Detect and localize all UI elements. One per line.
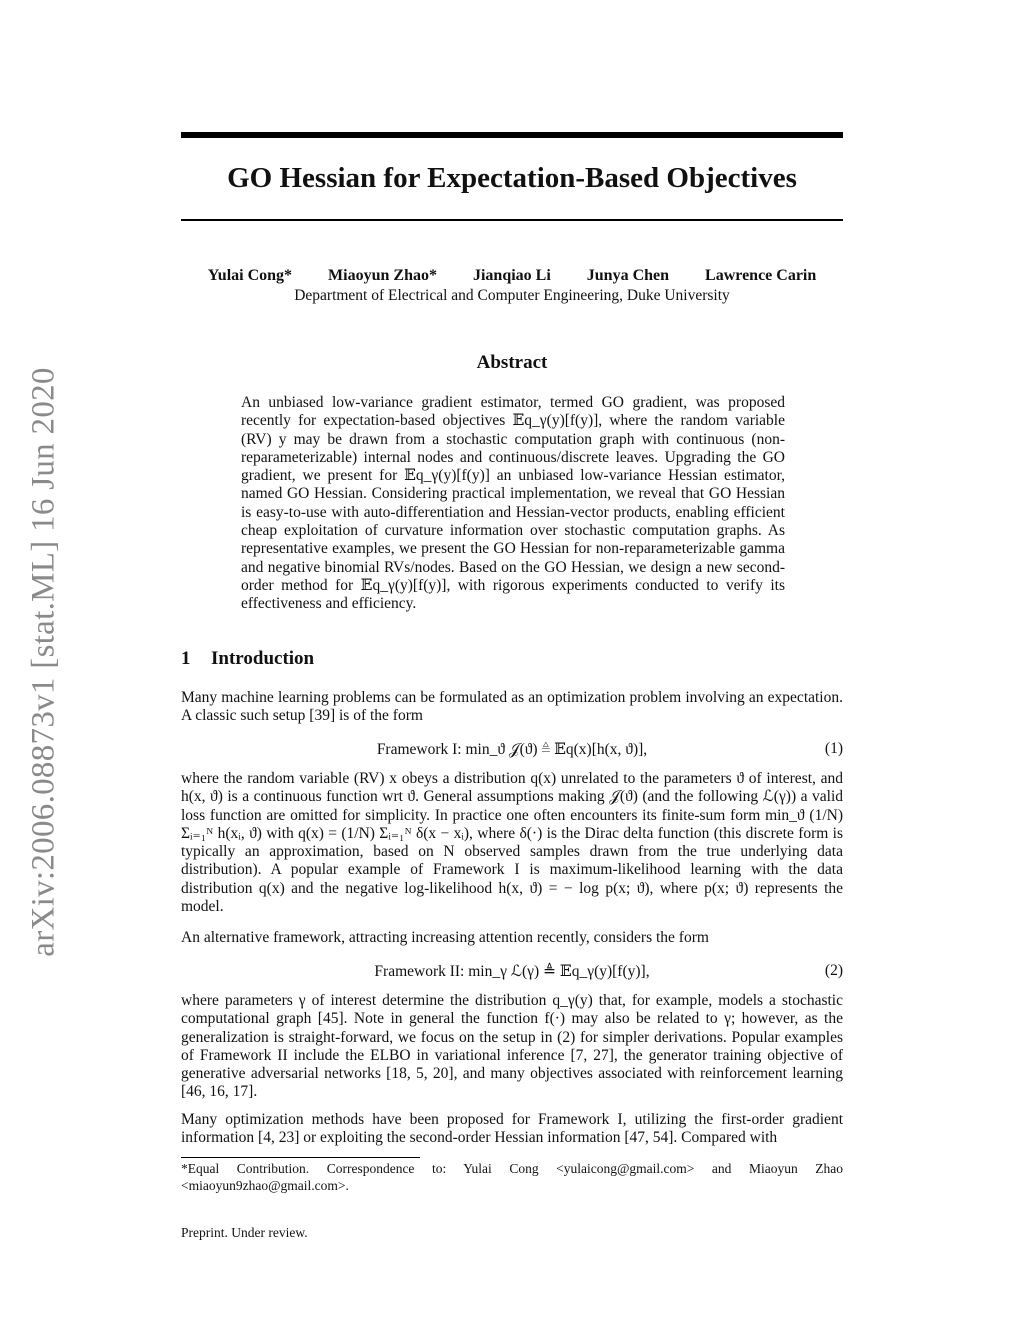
equation-number: (1) [824,740,843,757]
footnote: *Equal Contribution. Correspondence to: Yulai Cong <yulaicong@gmail.com> and Miaoyun Zhao <miaoyun9zhao@gmail.com>. [181,1161,843,1193]
affiliation: Department of Electrical and Computer Engineering, Duke University [294,287,730,304]
intro-paragraph-1: Many machine learning problems can be formulated as an optimization problem involving an expectation. A classic such setup [39] is of the form [181,689,843,725]
equation-number: (2) [824,962,843,979]
equation-text: Framework II: min_γ ℒ(γ) ≜ 𝔼q_γ(y)[f(y)], [374,963,650,980]
author-name: Junya Chen [586,267,670,284]
abstract-text: An unbiased low-variance gradient estimator, termed GO gradient, was proposed recently for expectation-based objectives 𝔼q_γ(y)[f(y)], where the random variable (RV) y may be drawn from a stochastic computation graph with continuous (non-reparameterizable) internal nodes and continuous/discrete leaves. Upgrading the GO gradient, we present for 𝔼q_γ(y)[f(y)] an unbiased low-variance Hessian estimator, named GO Hessian. Considering practical implementation, we reveal that GO Hessian is easy-to-use with auto-differentiation and Hessian-vector products, enabling efficient cheap exploitation of curvature information over stochastic computation graphs. As representative examples, we present the GO Hessian for non-reparameterizable gamma and negative binomial RVs/nodes. Based on the GO Hessian, we design a new second-order method for 𝔼q_γ(y)[f(y)], with rigorous experiments conducted to verify its effectiveness and efficiency. [241,394,785,613]
author-name: Lawrence Carin [705,267,817,284]
intro-paragraph-3: An alternative framework, attracting increasing attention recently, considers the form [181,929,709,946]
author-name: Yulai Cong* [207,267,293,284]
equation-1 [181,740,843,759]
author-list [181,267,843,285]
equation-text: Framework I: min_ϑ 𝒥(ϑ) ≜ 𝔼q(x)[h(x, ϑ)], [376,741,648,758]
section-title: Introduction [211,648,315,669]
title-bottom-rule [181,219,843,221]
equation-2 [181,962,843,981]
abstract-heading: Abstract [476,352,548,373]
author-name: Jianqiao Li [472,267,551,284]
arxiv-identifier-stamp: arXiv:2006.08873v1 [stat.ML] 16 Jun 2020 [25,367,62,957]
title-top-rule [181,132,843,138]
footnote-rule [181,1157,420,1158]
section-number: 1 [181,648,191,669]
paper-title: GO Hessian for Expectation-Based Objectives [227,162,797,194]
intro-paragraph-5: Many optimization methods have been proposed for Framework I, utilizing the first-order gradient information [4, 23] or exploiting the second-order Hessian information [47, 54]. Compared with [181,1111,843,1147]
preprint-note: Preprint. Under review. [181,1225,308,1240]
intro-paragraph-2: where the random variable (RV) x obeys a distribution q(x) unrelated to the parameters ϑ of interest, and h(x, ϑ) is a continuous function wrt ϑ. General assumptions making 𝒥(ϑ) (and the following ℒ(γ)) a valid loss function are omitted for simplicity. In practice one often encounters its finite-sum form min_ϑ (1/N) Σᵢ₌₁ᴺ h(xᵢ, ϑ) with q(x) = (1/N) Σᵢ₌₁ᴺ δ(x − xᵢ), where δ(·) is the Dirac delta function (this discrete form is typically an approximation, based on N observed samples drawn from the true underlying data distribution). A popular example of Framework I is maximum-likelihood learning with the data distribution q(x) and the negative log-likelihood h(x, ϑ) = − log p(x; ϑ), where p(x; ϑ) represents the model. [181,770,843,916]
section-heading-introduction [181,648,314,670]
intro-paragraph-4: where parameters γ of interest determine the distribution q_γ(y) that, for example, models a stochastic computational graph [45]. Note in general the function f(·) may also be related to γ; however, as the generalization is straight-forward, we focus on the setup in (2) for simpler derivations. Popular examples of Framework II include the ELBO in variational inference [7, 27], the generator training objective of generative adversarial networks [18, 5, 20], and many objectives associated with reinforcement learning [46, 16, 17]. [181,992,843,1101]
author-name: Miaoyun Zhao* [328,267,437,284]
